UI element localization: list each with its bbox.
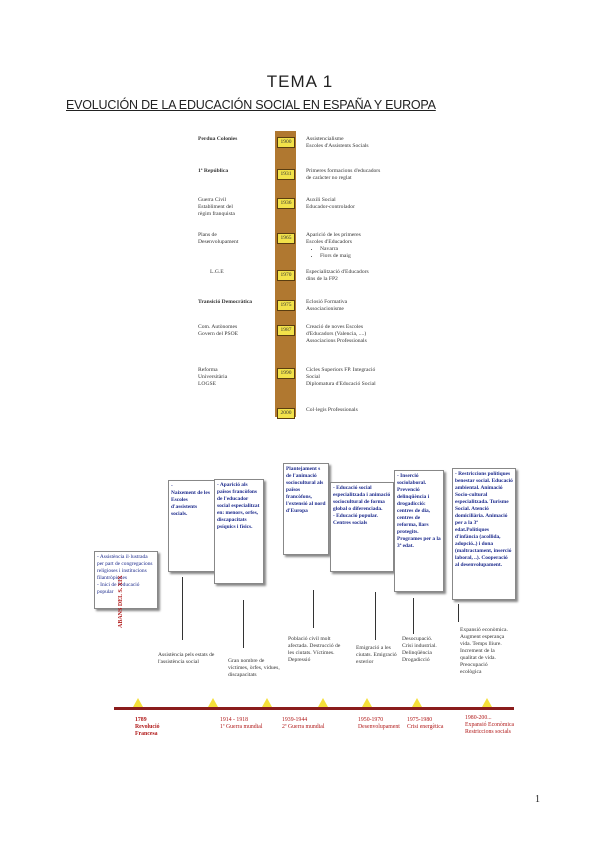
description-line: d'Educadors (Valencia, ....) (306, 331, 367, 337)
callout-box: - Inserció sociolaboral. Prevenció delinqüència i drogadicció: centres de dia, centres de reforma, llars protegits. Programes per a la 3ª edat. (394, 470, 444, 592)
description-line: Diplomatura d'Educació Social (306, 381, 376, 387)
date-event: Expansió Econòmica Restriccions socials (465, 722, 515, 735)
description-line: Educador-controlador (306, 204, 355, 210)
period-label: Com. Autònomes Govern del PSOE (198, 324, 239, 337)
description-line: Cicles Superiors FP. Integració (306, 367, 376, 373)
description-line: de caràcter no reglat (306, 175, 352, 181)
period-description (306, 299, 426, 313)
date-event: 1ª Guerra mundial (220, 724, 263, 730)
description-line: Assistencialisme (306, 136, 344, 142)
description-line: Eclosió Formativa (306, 299, 348, 305)
year-box: 1970 (277, 270, 295, 281)
description-line: Creació de noves Escoles (306, 324, 364, 330)
date-event: Crisi energètica (407, 724, 444, 730)
europe-timeline-axis (114, 707, 514, 710)
event-text: Desocupació. Crisi industrial. Delinqüència Drogadicció (402, 636, 437, 663)
year-box: 1965 (277, 233, 295, 244)
date-year: 1950-1970 (358, 717, 384, 723)
description-line: Escoles d'Educadors (306, 239, 352, 245)
period-label: Guerra Civil Establiment del règim franquista (198, 197, 235, 217)
event-text: Assistència pels estats de l'assistència social (158, 652, 215, 665)
description-line: Associacions Professionals (306, 338, 367, 344)
event-text: Gran nombre de víctimes, òrfes, vidues, discapacitats (228, 658, 280, 678)
period-label: Plans de Desenvolupament (198, 232, 239, 245)
year-box: 1990 (277, 368, 295, 379)
year-box: 1931 (277, 169, 295, 180)
callout-box: Plantejament s de l'animació sociocultural als països francòfons, l'extensió al nord d'Europa (283, 463, 329, 555)
period-label: Transició Democràtica (198, 299, 253, 305)
date-label (135, 717, 175, 738)
timeline-marker (412, 698, 422, 707)
period-description (306, 136, 426, 150)
timeline-marker (482, 698, 492, 707)
date-event: 2ª Guerra mundial (282, 724, 325, 730)
connector-line (243, 600, 244, 648)
connector-line (458, 604, 459, 622)
period-description (306, 324, 426, 345)
connector-line (313, 590, 314, 628)
event-text: Població civil molt afectada. Destrucció de les ciutats. Víctimes. Depressió (288, 636, 341, 663)
date-year: 1980-200... (465, 715, 492, 721)
callout-box: - Restriccions polítiques benestar social. Educació ambiental. Animació Socio-cultural especialitzada. Turisme Social. Atenció domiciliària. Animació per a la 3ª edat.Polítiques d'infància (acollida, adopció..) i dona (maltractament, inserció laboral, ..). Cooperació al desenvolupament. (452, 468, 516, 600)
date-year: 1975-1980 (407, 717, 433, 723)
timeline-marker (208, 698, 218, 707)
timeline-marker (133, 698, 143, 707)
bullet-item: • Navarra (320, 246, 426, 253)
callout-box: - Assistència il·lustrada per part de congregacions religioses i institucions filantròpiques - Inici de l'educació popular (94, 551, 158, 609)
date-year: 1914 - 1918 (220, 717, 249, 723)
date-year: 1789 (135, 717, 147, 723)
page-title: TEMA 1 (266, 72, 334, 91)
description-line: Auxili Social (306, 197, 336, 203)
description-line: Escoles d'Assistents Socials (306, 143, 369, 149)
year-box: 1975 (277, 300, 295, 311)
date-label (407, 717, 447, 731)
description-bullets (306, 246, 426, 260)
page-number: 1 (535, 794, 540, 805)
period-description (306, 269, 426, 283)
period-label: L.G.E (210, 269, 224, 275)
date-event: Desenvolupament (358, 724, 400, 730)
period-description (306, 168, 426, 182)
description-line: Col·legis Professionals (306, 407, 358, 413)
description-line: dins de la FP2 (306, 276, 338, 282)
year-box: 1936 (277, 198, 295, 209)
period-label: 1ª República (198, 168, 229, 174)
bullet-item: • Flors de maig (320, 253, 426, 260)
description-line: Aparició de les primeres (306, 232, 361, 238)
date-label (465, 715, 525, 736)
period-description (306, 197, 426, 211)
vertical-label: ABANS DEL S. XIX (118, 575, 124, 628)
description-line: Especialització d'Educadors (306, 269, 369, 275)
date-event: Revolució Francesa (135, 724, 160, 737)
year-box: 1987 (277, 325, 295, 336)
description-line: Social (306, 374, 320, 380)
description-line: Primeres formacions d'educadors (306, 168, 381, 174)
period-description (306, 407, 426, 414)
callout-box: - Aparició als països francòfons de l'educador social especialitzat en: menors, orfes, discapacitats psíquics i físics. (214, 479, 264, 584)
connector-line (413, 598, 414, 634)
date-year: 1939-1944 (282, 717, 308, 723)
period-description (306, 232, 426, 260)
timeline-marker (318, 698, 328, 707)
period-description (306, 367, 426, 388)
connector-line (375, 592, 376, 640)
period-label: Perdua Colonies (198, 136, 238, 142)
year-box: 2000 (277, 408, 295, 419)
timeline-marker (262, 698, 272, 707)
date-label (220, 717, 264, 731)
period-label: Reforma Universitària LOGSE (198, 367, 228, 387)
event-text: Emigració a les ciutats. Emigració exterior (356, 645, 397, 665)
timeline-marker (362, 698, 372, 707)
date-label (358, 717, 404, 731)
connector-line (182, 577, 183, 640)
event-text: Expansió econòmica. Augment esperança vida. Temps lliure. Increment de la qualitat de vida. Preocupació ecològica (460, 627, 508, 675)
date-label (282, 717, 326, 731)
callout-box: - Educació social especialitzada i animació sociocultural de forma global o diferenciada. - Educació popular. Centres socials (330, 482, 394, 572)
callout-box: - Naixement de les Escoles d'assistents socials. (168, 480, 216, 572)
year-box: 1900 (277, 137, 295, 148)
description-line: Associacionisme (306, 306, 344, 312)
page-subtitle: EVOLUCIÓN DE LA EDUCACIÓN SOCIAL EN ESPAÑA Y EUROPA (66, 98, 436, 112)
